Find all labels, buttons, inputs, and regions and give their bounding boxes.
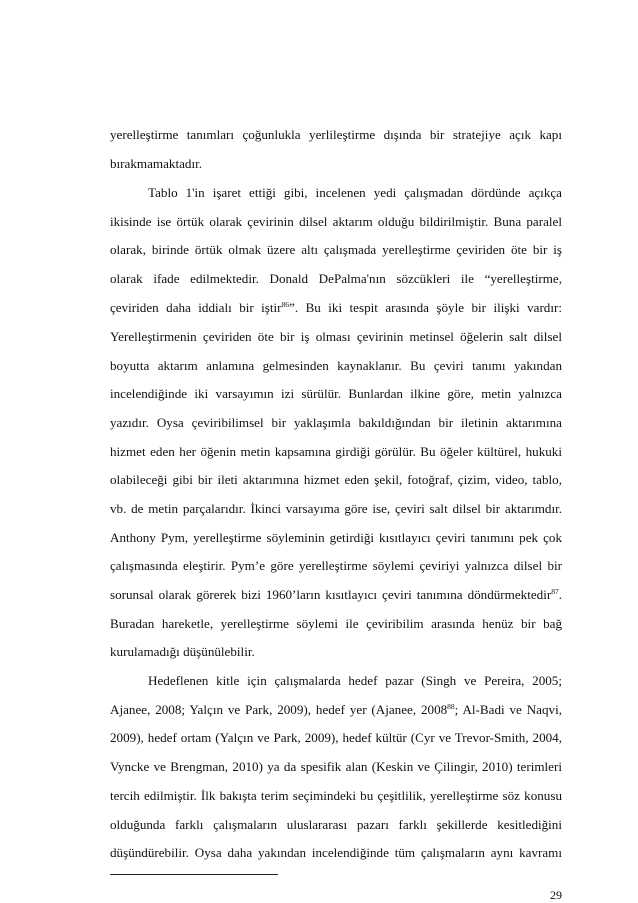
body-line: Yerelleştirmenin çeviriden öte bir iş olması çevirinin metinsel öğelerin salt dilsel — [110, 329, 562, 344]
page-number: 29 — [550, 888, 562, 902]
body-line: yerelleştirme tanımları çoğunlukla yerlileştirme dışında bir stratejiye açık kapı — [110, 127, 562, 142]
body-line: Hedeflenen kitle için çalışmalarda hedef pazar (Singh ve Pereira, 2005; — [148, 673, 562, 688]
body-line: olarak ifade edilmektedir. Donald DePalma'nın sözcükleri ile “yerelleştirme, — [110, 271, 562, 286]
body-line: boyutta aktarım anlamına gelmesinden kaynaklanır. Bu çeviri tanımı yakından — [110, 358, 562, 373]
text-run: ; Al-Badi ve Naqvi, — [454, 702, 562, 717]
body-line: Tablo 1'in işaret ettiği gibi, incelenen yedi çalışmadan dördünde açıkça — [148, 185, 562, 200]
body-line: Vyncke ve Brengman, 2010) ya da spesifik alan (Keskin ve Çilingir, 2010) terimleri — [110, 759, 562, 774]
body-line — [110, 587, 562, 603]
body-line: 2009), hedef ortam (Yalçın ve Park, 2009), hedef kültür (Cyr ve Trevor-Smith, 2004, — [110, 730, 562, 745]
text-run: çeviriden daha iddialı bir iştir — [110, 300, 282, 315]
text-run: Ajanee, 2008; Yalçın ve Park, 2009), hedef yer (Ajanee, 2008 — [110, 702, 448, 717]
body-line: olduğunda farklı çalışmaların uluslararası pazarı farklı şekillerde kesitlediğini — [110, 817, 562, 832]
body-line: kurulamadığı düşünülebilir. — [110, 644, 255, 659]
body-line: hizmet eden her öğenin metin kapsamına girdiği görülür. Bu öğeler kültürel, hukuki — [110, 444, 562, 459]
footnote-ref: 86 — [281, 300, 290, 309]
text-run: ”. Bu iki tespit arasında şöyle bir ilişki vardır: — [289, 300, 562, 315]
body-line — [110, 702, 562, 718]
body-line: çalışmasında eleştirir. Pym’e göre yerelleştirme söylemi çeviriyi yalnızca dilsel bir — [110, 558, 562, 573]
text-run: sorunsal olarak görerek bizi 1960’ların kısıtlayıcı çeviri tanımına döndürmektedir — [110, 587, 552, 602]
text-run: . — [558, 587, 562, 602]
footnote-ref: 87 — [551, 587, 559, 596]
footnote-ref: 88 — [447, 702, 455, 711]
body-line: Buradan hareketle, yerelleştirme söylemi ile çeviribilim arasında henüz bir bağ — [110, 616, 562, 631]
body-line: tercih edilmiştir. İlk bakışta terim seçimindeki bu çeşitlilik, yerelleştirme söz konusu — [110, 788, 562, 803]
body-line: vb. de metin parçalarıdır. İkinci varsayıma göre ise, çeviri salt dilsel bir aktarımdır. — [110, 501, 562, 516]
body-line: yazıdır. Oysa çeviribilimsel bir yaklaşımla bakıldığından bir iletinin aktarımına — [110, 415, 562, 430]
body-line: incelendiğinde iki varsayımın izi sürülür. Bunlardan ilkine göre, metin yalnızca — [110, 386, 562, 401]
footnote-separator — [110, 874, 278, 875]
body-line: olabileceği gibi bir ileti aktarımına hizmet eden şekil, fotoğraf, çizim, video, tablo, — [110, 472, 562, 487]
body-line — [110, 300, 562, 316]
body-line: ikisinde ise örtük olarak çevirinin dilsel aktarım olduğu bildirilmiştir. Buna paralel — [110, 214, 562, 229]
body-line: bırakmamaktadır. — [110, 156, 202, 171]
body-line: düşündürebilir. Oysa daha yakından incelendiğinde tüm çalışmaların aynı kavramı — [110, 845, 562, 860]
body-line: olarak, birinde örtük olmak üzere altı çalışmada yerelleştirme çeviriden öte bir iş — [110, 242, 562, 257]
body-line: Anthony Pym, yerelleştirme söyleminin getirdiği kısıtlayıcı çeviri tanımını pek çok — [110, 530, 562, 545]
